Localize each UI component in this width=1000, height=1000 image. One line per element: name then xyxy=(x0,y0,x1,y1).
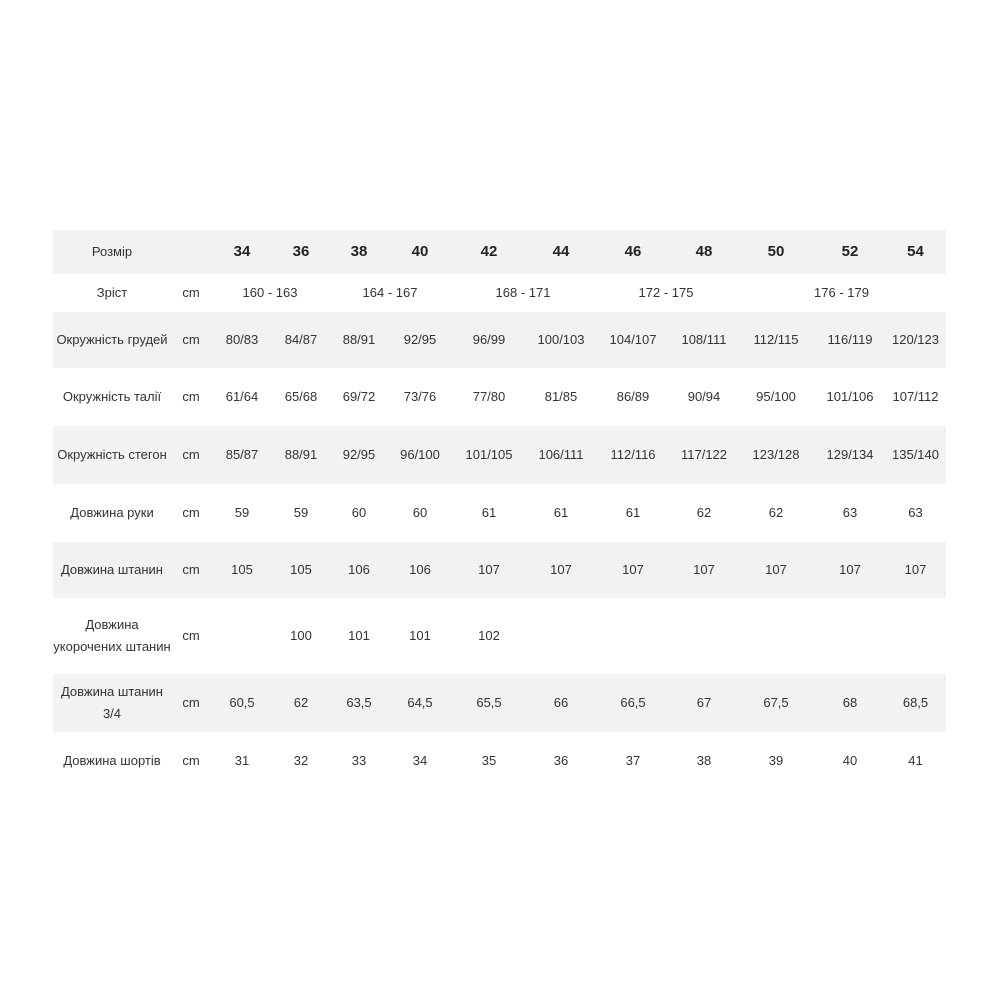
height-range-cell: 176 - 179 xyxy=(814,285,869,300)
value-cell xyxy=(737,598,815,674)
value-cell: 101/106 xyxy=(826,389,874,404)
value-cell: 100/103 xyxy=(527,312,595,368)
row-label: Окружність стегон xyxy=(53,426,171,484)
value-cell: 63 xyxy=(908,505,923,520)
height-range-cell: 168 - 171 xyxy=(495,285,551,300)
value-cell: 107 xyxy=(885,542,946,598)
value-cell: 68 xyxy=(815,674,885,732)
value-cell: 129/134 xyxy=(815,426,885,484)
size-header-cell: 44 xyxy=(527,230,595,274)
size-header-cell: 40 xyxy=(389,230,451,274)
value-cell: 32 xyxy=(293,753,309,768)
value-cell: 40 xyxy=(842,753,858,768)
row-label: Довжина руки xyxy=(70,505,154,520)
row-label: Розмір xyxy=(53,230,171,274)
value-cell: 61 xyxy=(625,505,641,520)
value-cell: 135/140 xyxy=(885,426,946,484)
unit-cell xyxy=(171,230,211,274)
size-header-cell: 42 xyxy=(451,230,527,274)
value-cell: 77/80 xyxy=(472,389,506,404)
value-cell: 73/76 xyxy=(403,389,437,404)
value-cell: 108/111 xyxy=(671,312,737,368)
value-cell: 81/85 xyxy=(544,389,578,404)
value-cell: 96/100 xyxy=(389,426,451,484)
value-cell: 101/105 xyxy=(451,426,527,484)
value-cell: 62 xyxy=(768,505,784,520)
value-cell: 63,5 xyxy=(329,674,389,732)
unit-cell: cm xyxy=(182,628,200,643)
value-cell: 123/128 xyxy=(737,426,815,484)
table-row xyxy=(53,312,946,368)
size-header-cell: 36 xyxy=(273,230,329,274)
table-row xyxy=(53,732,946,790)
size-header-cell: 34 xyxy=(211,230,273,274)
value-cell: 92/95 xyxy=(329,426,389,484)
value-cell: 36 xyxy=(553,753,569,768)
value-cell xyxy=(595,598,671,674)
unit-cell: cm xyxy=(171,426,211,484)
value-cell: 61 xyxy=(481,505,497,520)
value-cell: 112/116 xyxy=(595,426,671,484)
row-label: Довжина штанин xyxy=(53,542,171,598)
value-cell xyxy=(671,598,737,674)
value-cell: 105 xyxy=(273,542,329,598)
value-cell: 61 xyxy=(553,505,569,520)
table-row xyxy=(53,484,946,542)
value-cell: 117/122 xyxy=(671,426,737,484)
value-cell: 107 xyxy=(595,542,671,598)
table-row xyxy=(53,542,946,598)
unit-cell: cm xyxy=(171,674,211,732)
size-header-cell: 54 xyxy=(885,230,946,274)
height-range-cell: 172 - 175 xyxy=(638,285,694,300)
row-label: Зріст xyxy=(96,285,128,300)
row-label: Довжина укорочених штанин xyxy=(53,617,171,654)
value-cell xyxy=(527,598,595,674)
value-cell: 34 xyxy=(412,753,428,768)
table-row xyxy=(53,368,946,426)
value-cell: 106 xyxy=(329,542,389,598)
value-cell: 61/64 xyxy=(225,389,259,404)
row-label: Окружність талії xyxy=(62,389,162,404)
value-cell: 107 xyxy=(671,542,737,598)
value-cell: 92/95 xyxy=(389,312,451,368)
value-cell: 107/112 xyxy=(892,389,939,404)
height-range-cell: 160 - 163 xyxy=(242,285,298,300)
value-cell: 107 xyxy=(737,542,815,598)
size-header-cell: 50 xyxy=(737,230,815,274)
unit-cell: cm xyxy=(171,312,211,368)
value-cell: 60 xyxy=(351,505,367,520)
value-cell: 104/107 xyxy=(595,312,671,368)
value-cell xyxy=(815,598,885,674)
row-label: Довжина штанин 3/4 xyxy=(53,674,171,732)
value-cell: 100 xyxy=(290,628,312,643)
table-row xyxy=(53,674,946,732)
value-cell: 84/87 xyxy=(273,312,329,368)
unit-cell: cm xyxy=(182,505,200,520)
height-range-cell: 164 - 167 xyxy=(362,285,418,300)
table-header-row xyxy=(53,230,946,274)
value-cell: 66 xyxy=(527,674,595,732)
value-cell: 101 xyxy=(409,628,431,643)
row-label: Окружність грудей xyxy=(53,312,171,368)
value-cell: 39 xyxy=(768,753,784,768)
size-header-cell: 52 xyxy=(815,230,885,274)
value-cell xyxy=(211,598,273,674)
value-cell: 90/94 xyxy=(687,389,721,404)
size-chart-table xyxy=(53,230,946,790)
value-cell: 35 xyxy=(481,753,497,768)
value-cell: 31 xyxy=(234,753,250,768)
row-label: Довжина шортів xyxy=(63,753,161,768)
value-cell: 66,5 xyxy=(595,674,671,732)
value-cell: 107 xyxy=(451,542,527,598)
value-cell: 96/99 xyxy=(451,312,527,368)
value-cell: 60 xyxy=(412,505,428,520)
value-cell xyxy=(885,598,946,674)
value-cell: 64,5 xyxy=(389,674,451,732)
table-row xyxy=(53,598,946,674)
value-cell: 67 xyxy=(671,674,737,732)
value-cell: 95/100 xyxy=(756,389,796,404)
value-cell: 41 xyxy=(908,753,923,768)
value-cell: 105 xyxy=(211,542,273,598)
unit-cell: cm xyxy=(182,753,200,768)
value-cell: 69/72 xyxy=(342,389,376,404)
value-cell: 62 xyxy=(696,505,712,520)
value-cell: 59 xyxy=(293,505,309,520)
value-cell: 62 xyxy=(273,674,329,732)
value-cell: 120/123 xyxy=(885,312,946,368)
unit-cell: cm xyxy=(182,285,200,300)
value-cell: 38 xyxy=(696,753,712,768)
value-cell: 68,5 xyxy=(885,674,946,732)
value-cell: 116/119 xyxy=(815,312,885,368)
value-cell: 33 xyxy=(351,753,367,768)
size-header-cell: 48 xyxy=(671,230,737,274)
value-cell: 63 xyxy=(842,505,858,520)
value-cell: 88/91 xyxy=(273,426,329,484)
value-cell: 106/111 xyxy=(527,426,595,484)
value-cell: 106 xyxy=(389,542,451,598)
unit-cell: cm xyxy=(171,542,211,598)
unit-cell: cm xyxy=(182,389,200,404)
value-cell: 65/68 xyxy=(284,389,318,404)
size-header-cell: 38 xyxy=(329,230,389,274)
value-cell: 107 xyxy=(815,542,885,598)
value-cell: 37 xyxy=(625,753,641,768)
value-cell: 86/89 xyxy=(616,389,650,404)
table-row xyxy=(53,426,946,484)
value-cell: 80/83 xyxy=(211,312,273,368)
value-cell: 67,5 xyxy=(737,674,815,732)
value-cell: 102 xyxy=(478,628,500,643)
value-cell: 60,5 xyxy=(211,674,273,732)
value-cell: 88/91 xyxy=(329,312,389,368)
size-header-cell: 46 xyxy=(595,230,671,274)
value-cell: 85/87 xyxy=(211,426,273,484)
table-row-height xyxy=(53,274,946,312)
value-cell: 107 xyxy=(527,542,595,598)
value-cell: 101 xyxy=(348,628,370,643)
value-cell: 65,5 xyxy=(451,674,527,732)
value-cell: 59 xyxy=(234,505,250,520)
value-cell: 112/115 xyxy=(737,312,815,368)
